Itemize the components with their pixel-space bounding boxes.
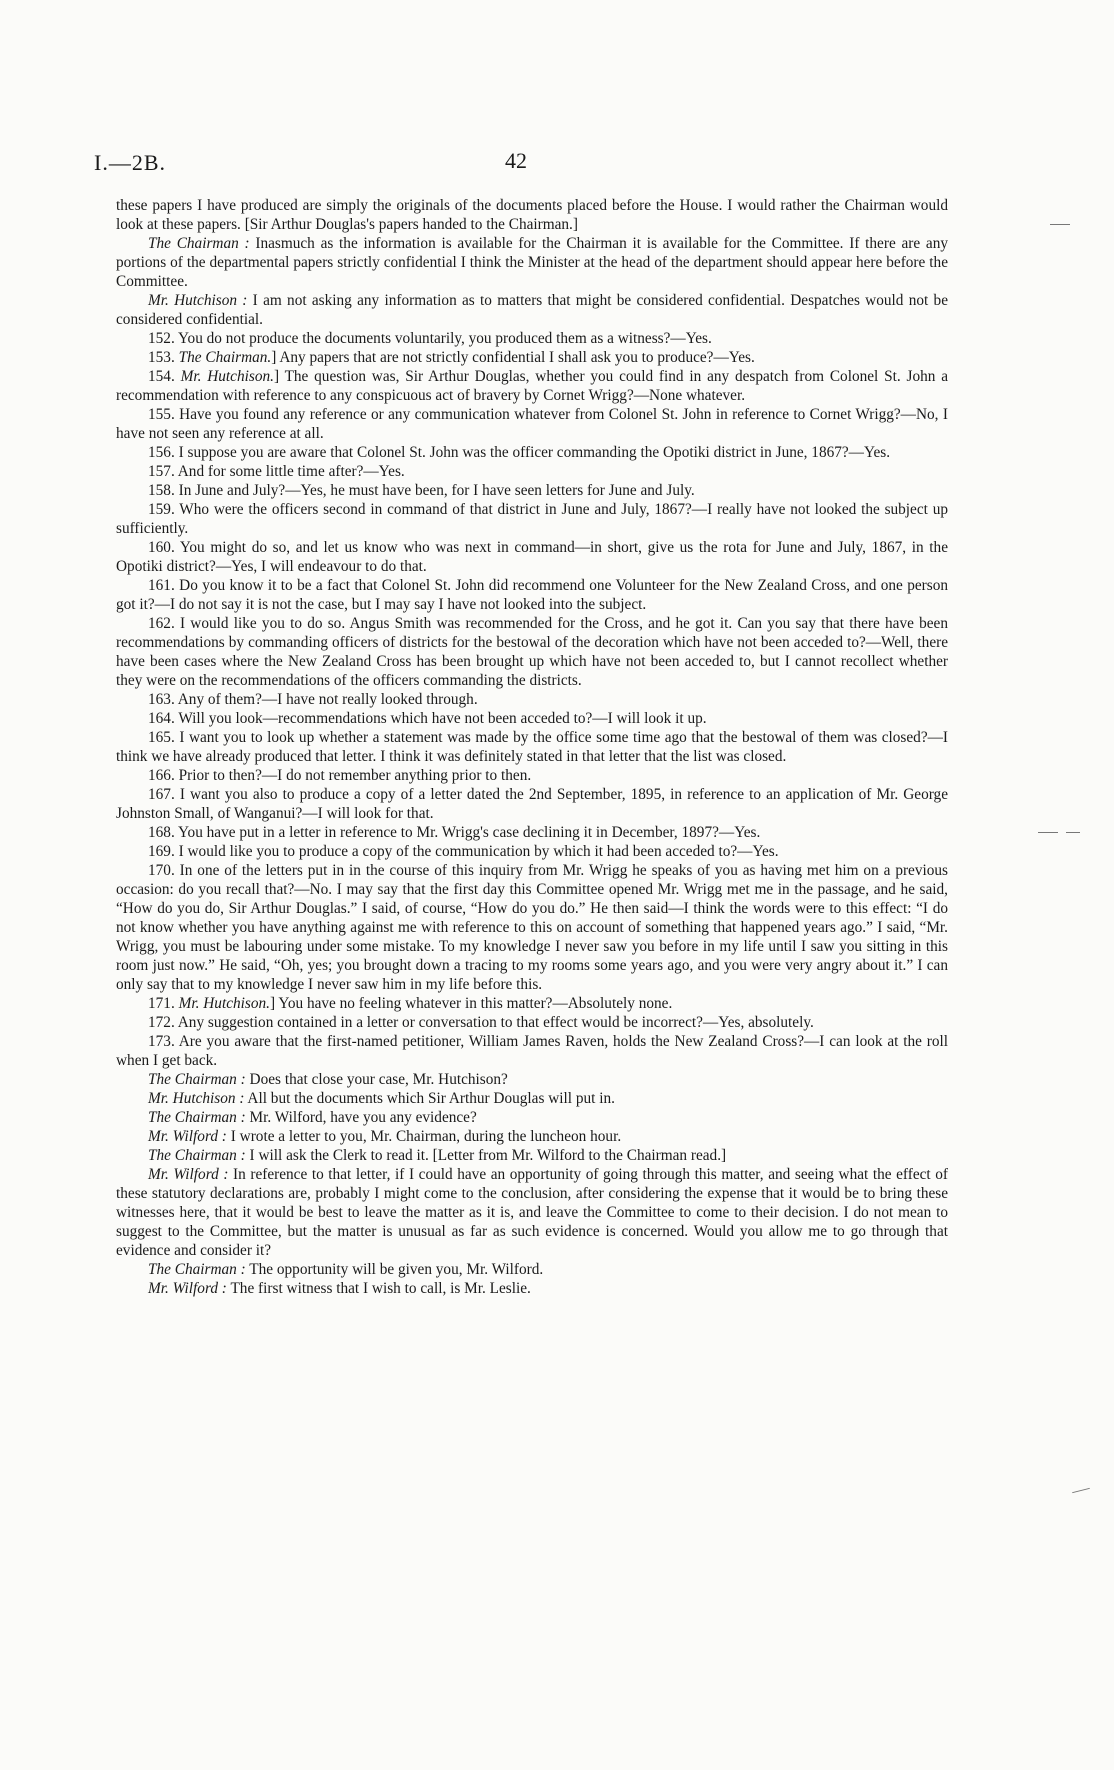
margin-mark [1038, 832, 1058, 833]
question: 170. In one of the letters put in in the course of this inquiry from Mr. Wrigg he speaks of you as having met him on a previous occasion: do you recall that?—No. I may say that the first day this Committee opened Mr. Wrigg met me in the passage, and he said, “How do you do, Sir Arthur Douglas.” I said, of course, “How do you do.” He then said—I think the words were to this effect: “I do not know whether you have anything against me with reference to this on account of something that happened years ago.” I said, “Mr. Wrigg, you must be labouring under some mistake. To my knowledge I never saw you before in my life until I saw you sitting in this room just now.” He said, “Oh, yes; you brought down a tracing to my rooms some years ago, and you were very angry about it.” I can only say that to my knowledge I never saw him in my life before this. [116, 862, 948, 993]
speaker: Mr. Wilford : [148, 1280, 227, 1297]
body-text [116, 196, 948, 1298]
question: 172. Any suggestion contained in a letter or conversation to that effect would be incorrect?—Yes, absolutely. [148, 1014, 814, 1031]
paragraph: these papers I have produced are simply the originals of the documents placed before the House. I would rather the Chairman would look at these papers. [Sir Arthur Douglas's papers handed to the Chairman.] [116, 197, 948, 233]
speaker: The Chairman : [148, 235, 250, 252]
series-reference: I.—2B. [94, 150, 166, 175]
speaker: Mr. Hutchison. [180, 368, 274, 385]
question: 162. I would like you to do so. Angus Smith was recommended for the Cross, and he got it. Can you say that there have been recommendations by commanding officers of districts for the bestowal of the decoration which have not been acceded to?—Well, there have been cases where the New Zealand Cross has been brought up which have not been acceded to, but I cannot recollect whether they were on the recommendations of the officers commanding the districts. [116, 615, 948, 689]
speaker: The Chairman : [148, 1261, 246, 1278]
paragraph: Mr. Hutchison : All but the documents which Sir Arthur Douglas will put in. [148, 1090, 615, 1107]
question: 158. In June and July?—Yes, he must have been, for I have seen letters for June and July. [148, 482, 695, 499]
speaker: The Chairman : [148, 1147, 246, 1164]
question: 156. I suppose you are aware that Colonel St. John was the officer commanding the Opotiki district in June, 1867?—Yes. [148, 444, 891, 461]
speaker: The Chairman : [148, 1109, 246, 1126]
speaker: The Chairman. [178, 349, 272, 366]
speaker: The Chairman : [148, 1071, 246, 1088]
question: 167. I want you also to produce a copy of a letter dated the 2nd September, 1895, in reference to an application of Mr. George Johnston Small, of Wanganui?—I will look for that. [116, 786, 948, 822]
paragraph: Mr. Wilford : I wrote a letter to you, Mr. Chairman, during the luncheon hour. [148, 1128, 622, 1145]
question: 171. Mr. Hutchison.] You have no feeling whatever in this matter?—Absolutely none. [148, 995, 673, 1012]
question: 157. And for some little time after?—Yes. [148, 463, 405, 480]
question: 153. The Chairman.] Any papers that are not strictly confidential I shall ask you to produce?—Yes. [148, 349, 755, 366]
paragraph: Mr. Hutchison : I am not asking any information as to matters that might be considered confidential. Despatches would not be considered confidential. [116, 292, 948, 328]
question: 166. Prior to then?—I do not remember anything prior to then. [148, 767, 532, 784]
paragraph: The Chairman : Does that close your case, Mr. Hutchison? [148, 1071, 508, 1088]
question: 169. I would like you to produce a copy of the communication by which it had been acceded to?—Yes. [148, 843, 779, 860]
speaker: Mr. Hutchison : [148, 292, 248, 309]
speaker: Mr. Wilford : [148, 1128, 227, 1145]
page-number: 42 [505, 148, 527, 173]
question: 160. You might do so, and let us know who was next in command—in short, give us the rota for June and July, 1867, in the Opotiki district?—Yes, I will endeavour to do that. [116, 539, 948, 575]
speaker: Mr. Hutchison : [148, 1090, 245, 1107]
question: 154. Mr. Hutchison.] The question was, Sir Arthur Douglas, whether you could find in any despatch from Colonel St. John a recommendation with reference to any conspicuous act of bravery by Cornet Wrigg?—None whatever. [116, 368, 948, 404]
question: 159. Who were the officers second in command of that district in June and July, 1867?—I really have not looked the subject up sufficiently. [116, 501, 948, 537]
question: 173. Are you aware that the first-named petitioner, William James Raven, holds the New Zealand Cross?—I can look at the roll when I get back. [116, 1033, 948, 1069]
question: 152. You do not produce the documents voluntarily, you produced them as a witness?—Yes. [148, 330, 712, 347]
question: 168. You have put in a letter in reference to Mr. Wrigg's case declining it in December, 1897?—Yes. [148, 824, 761, 841]
paragraph: The Chairman : Mr. Wilford, have you any evidence? [148, 1109, 477, 1126]
question: 164. Will you look—recommendations which have not been acceded to?—I will look it up. [148, 710, 707, 727]
paragraph: The Chairman : The opportunity will be given you, Mr. Wilford. [148, 1261, 544, 1278]
paragraph: The Chairman : Inasmuch as the information is available for the Chairman it is available for the Committee. If there are any portions of the departmental papers strictly confidential I think the Minister at the head of the department should appear here before the Committee. [116, 235, 948, 290]
margin-mark [1072, 1488, 1090, 1493]
paragraph: Mr. Wilford : The first witness that I wish to call, is Mr. Leslie. [148, 1280, 531, 1297]
question: 163. Any of them?—I have not really looked through. [148, 691, 478, 708]
question: 161. Do you know it to be a fact that Colonel St. John did recommend one Volunteer for the New Zealand Cross, and one person got it?—I do not say it is not the case, but I may say I have not looked into the subject. [116, 577, 948, 613]
margin-mark [1050, 224, 1070, 225]
paragraph: Mr. Wilford : In reference to that letter, if I could have an opportunity of going through this matter, and seeing what the effect of these statutory declarations are, probably I might come to the conclusion, after considering the expense that it would be to bring these witnesses here, that it would be best to leave the matter as it is, and leave the Committee to come to their decision. I do not mean to suggest to the Committee, but the matter is unusual as far as such evidence is concerned. Would you allow me to go through that evidence and consider it? [116, 1166, 948, 1259]
question: 155. Have you found any reference or any communication whatever from Colonel St. John in reference to Cornet Wrigg?—No, I have not seen any reference at all. [116, 406, 948, 442]
margin-mark [1066, 832, 1080, 833]
speaker: Mr. Wilford : [148, 1166, 229, 1183]
paragraph: The Chairman : I will ask the Clerk to read it. [Letter from Mr. Wilford to the Chairman read.] [148, 1147, 727, 1164]
question: 165. I want you to look up whether a statement was made by the office some time ago that the bestowal of them was closed?—I think we have already produced that letter. I think it was definitely stated in that letter that the list was closed. [116, 729, 948, 765]
speaker: Mr. Hutchison. [178, 995, 270, 1012]
